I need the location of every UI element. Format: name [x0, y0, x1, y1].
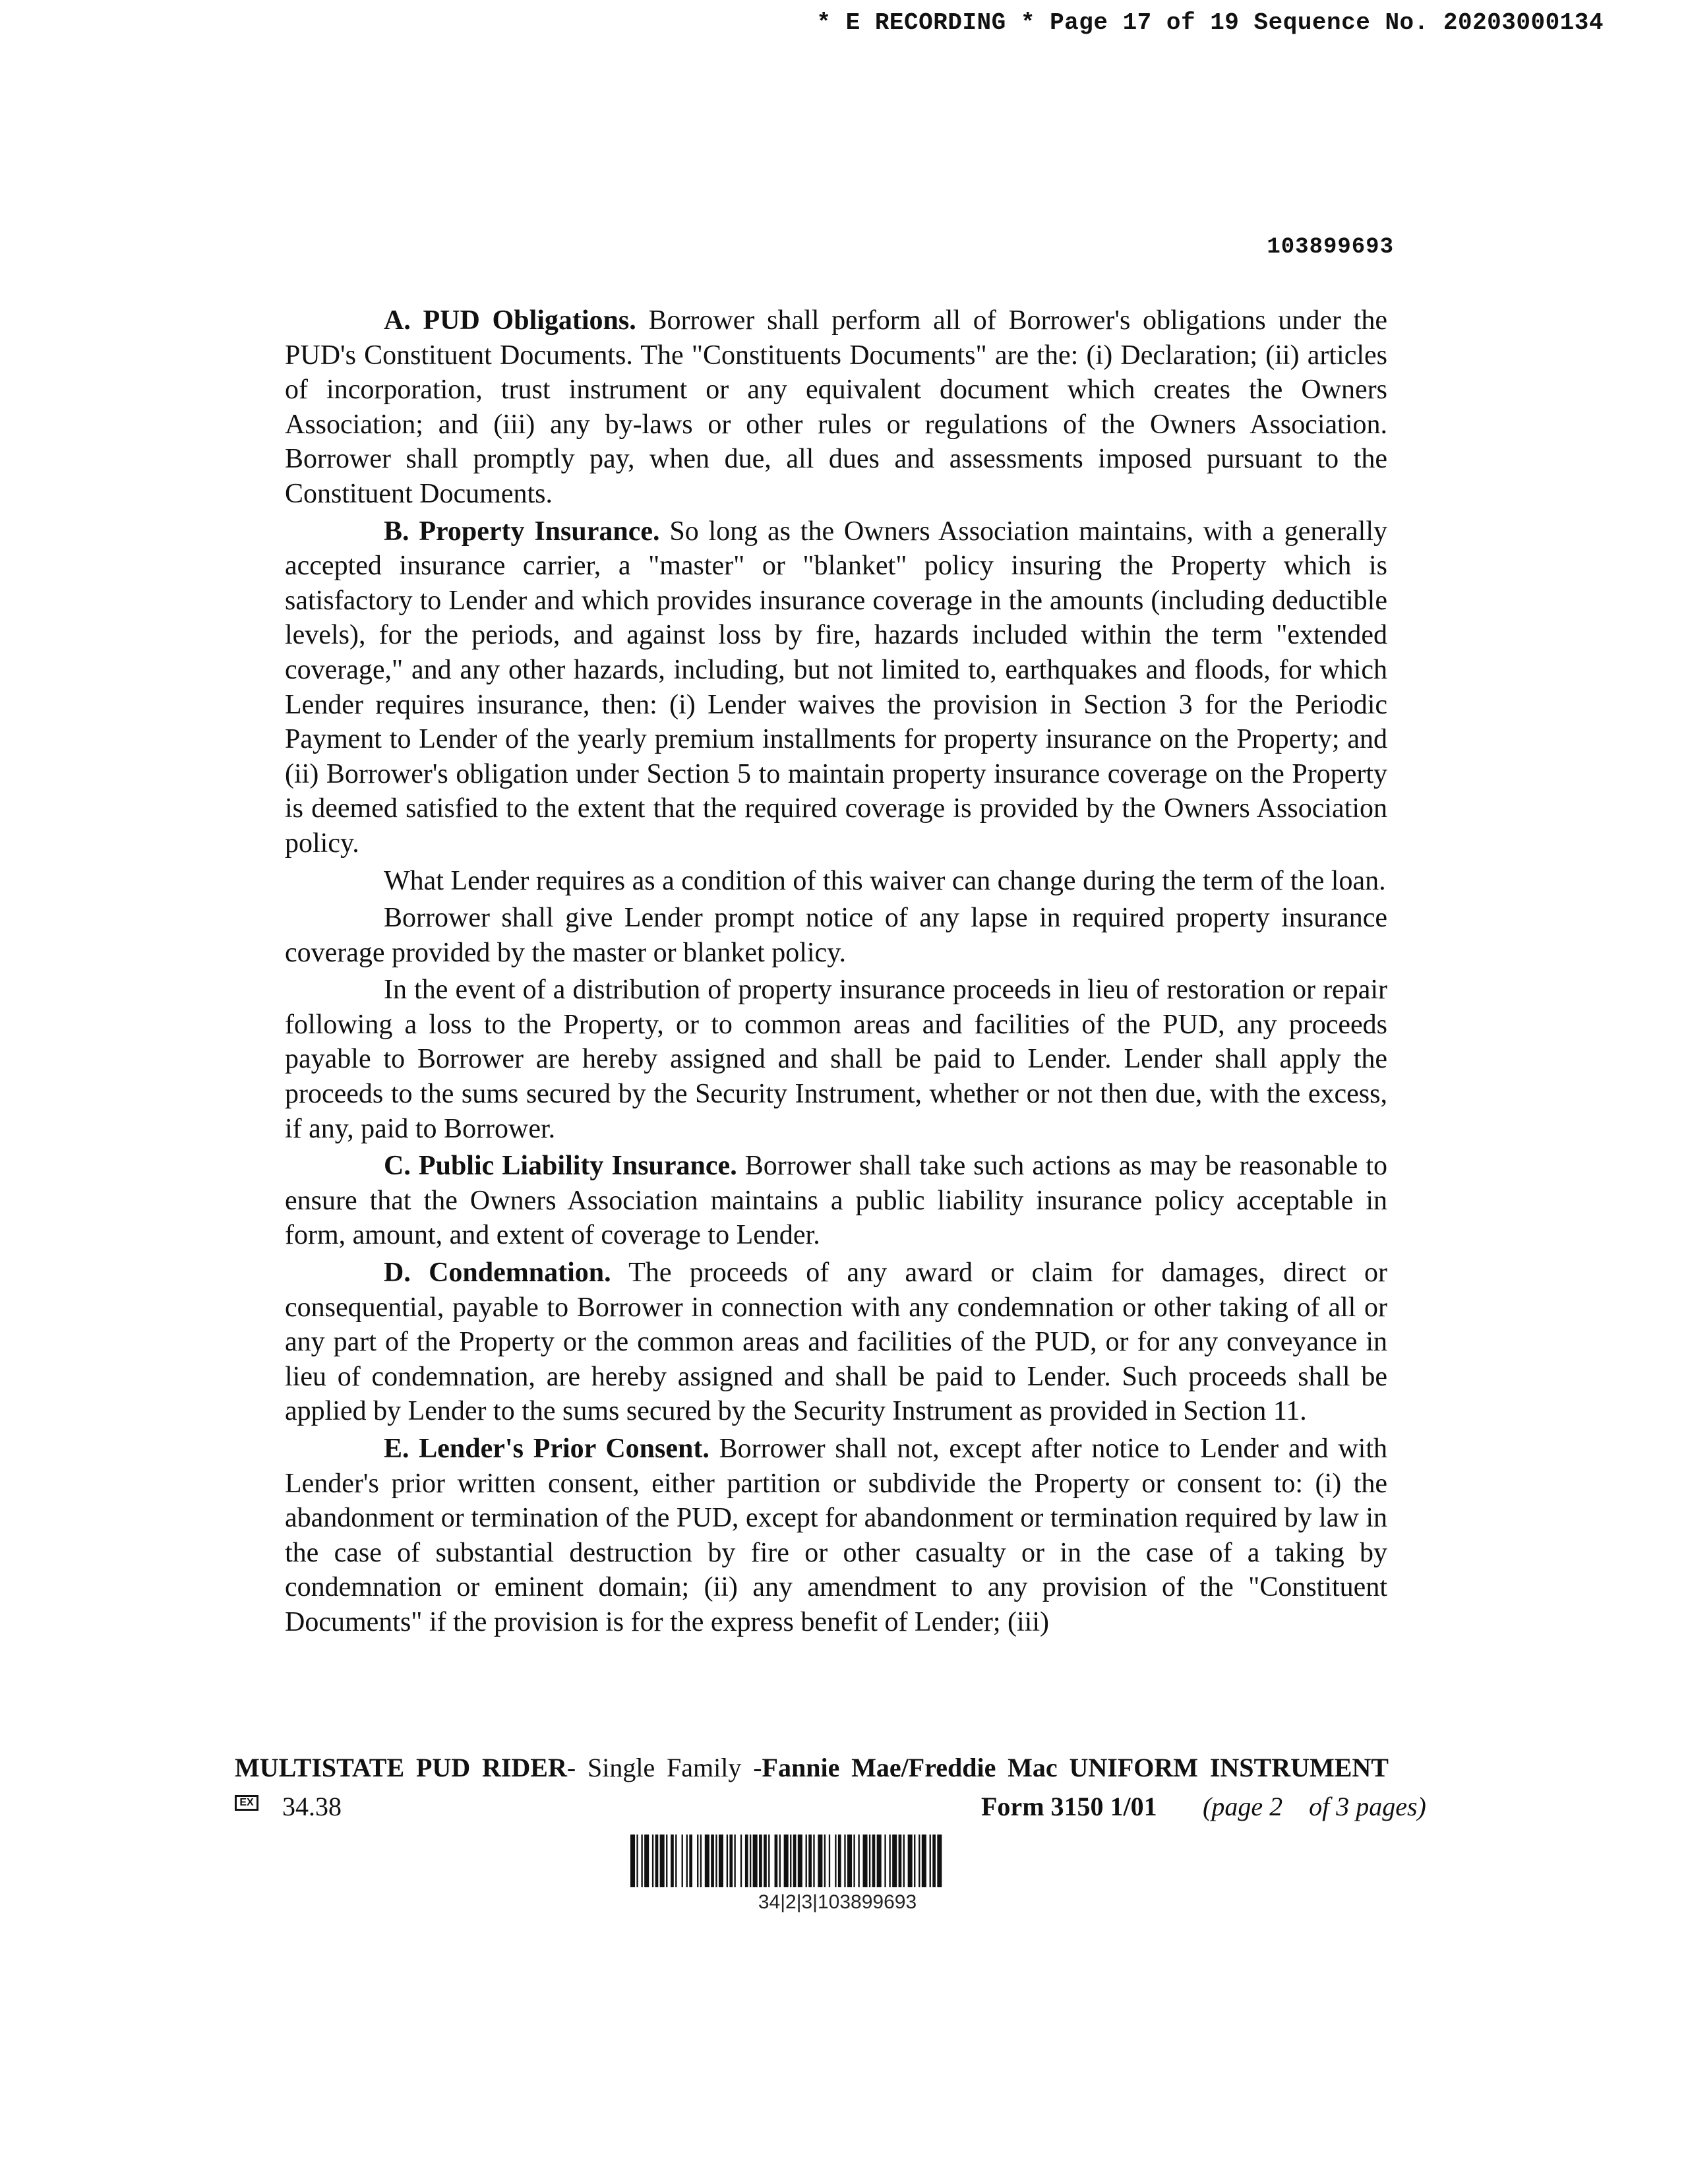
footer-title-rider: MULTISTATE PUD RIDER [235, 1753, 567, 1782]
barcode-bar [630, 1835, 635, 1887]
page-indicator [1203, 1791, 1426, 1822]
barcode-bar [636, 1835, 638, 1887]
barcode-bar [858, 1835, 859, 1887]
section-public-liability-insurance [285, 1149, 1387, 1253]
barcode-bar [863, 1835, 868, 1887]
section-text: Borrower shall perform all of Borrower's obligations under the PUD's Constituent Documents. The "Constituents Documents" are the: (i) Declaration; (ii) articles of incorporation, trust instrument or any equivalent document which creates the Owners Association; and (iii) any by-laws or other rules or regulations of the Owners Association. Borrower shall promptly pay, when due, all dues and assessments imposed pursuant to the Constituent Documents. [285, 305, 1387, 509]
footer-title-instrument: Fannie Mae/Freddie Mac UNIFORM INSTRUMENT [762, 1753, 1389, 1782]
barcode-bar [675, 1835, 677, 1887]
barcode-bar [655, 1835, 659, 1887]
barcode-bar [869, 1835, 870, 1887]
barcode-bar [813, 1835, 814, 1887]
barcode-caption: 34|2|3|103899693 [758, 1891, 917, 1913]
barcode-bar [922, 1835, 926, 1887]
barcode-bar [719, 1835, 723, 1887]
page-total: of 3 pages) [1309, 1792, 1426, 1821]
section-text: Borrower shall take such actions as may be reasonable to ensure that the Owners Association maintains a public liability insurance policy acceptable in form, amount, and extent of coverage to Lender. [285, 1151, 1388, 1251]
barcode-bar [847, 1835, 852, 1887]
section-text: In the event of a distribution of property insurance proceeds in lieu of restoration or repair following a loss to the Property, or to common areas and facilities of the PUD, any proceeds payable to Borrower are hereby assigned and shall be paid to Lender. Lender shall apply the proceeds to the sums secured by the Security Instrument, whether or not then due, with the excess, if any, paid to Borrower. [285, 975, 1387, 1144]
recording-header: * E RECORDING * Page 17 of 19 Sequence No. 20203000134 [816, 9, 1604, 36]
barcode-bar [768, 1835, 769, 1887]
barcode-bar [775, 1835, 778, 1887]
barcode-bar [914, 1835, 915, 1887]
section-heading: E. Lender's Prior Consent. [384, 1434, 709, 1464]
section-text: Borrower shall give Lender prompt notice of any lapse in required property insurance coverage provided by the master or blanket policy. [285, 903, 1387, 968]
barcode-bar [899, 1835, 902, 1887]
barcode-bar [884, 1835, 886, 1887]
barcode-bar [686, 1835, 688, 1887]
document-body [285, 303, 1387, 1643]
barcode-bar [798, 1835, 802, 1887]
barcode-bar [697, 1835, 698, 1887]
barcode-bar [759, 1835, 762, 1887]
section-property-insurance [285, 514, 1387, 861]
section-text: So long as the Owners Association maintains, with a generally accepted insurance carrier, a "master" or "blanket" policy insuring the Property which is satisfactory to Lender and which provides insurance coverage in the amounts (including deductible levels), for the periods, and against loss by fire, hazards included within the term "extended coverage," and any other hazards, including, but not limited to, earthquakes and floods, for which Lender requires insurance, then: (i) Lender waives the provision in Section 3 for the Periodic Payment to Lender of the yearly premium installments for property insurance on the Property; and (ii) Borrower's obligation under Section 5 to maintain property insurance coverage on the Property is deemed satisfied to the extent that the required coverage is provided by the Owners Association policy. [285, 516, 1387, 859]
barcode-bar [908, 1835, 913, 1887]
paragraph-lapse-notice [285, 901, 1387, 970]
barcode-bar [844, 1835, 845, 1887]
barcode-bar [682, 1835, 683, 1887]
barcode-bar [877, 1835, 882, 1887]
barcode-bar [818, 1835, 822, 1887]
barcode-bar [740, 1835, 742, 1887]
footer-form-info [235, 1791, 1436, 1825]
section-text: What Lender requires as a condition of this waiver can change during the term of the loan. [384, 865, 1386, 896]
barcode-bar [644, 1835, 649, 1887]
barcode-bar [705, 1835, 709, 1887]
barcode-bar [824, 1835, 826, 1887]
barcode-bar [838, 1835, 841, 1887]
loan-number: 103899693 [1267, 235, 1394, 260]
section-heading: D. Condemnation. [384, 1258, 611, 1289]
barcode-bar [779, 1835, 781, 1887]
section-lenders-prior-consent [285, 1432, 1387, 1640]
barcode-bar [808, 1835, 812, 1887]
barcode-bars [630, 1835, 1044, 1887]
section-condemnation [285, 1256, 1387, 1429]
barcode-bar [829, 1835, 830, 1887]
barcode-bar [666, 1835, 667, 1887]
barcode-bar [729, 1835, 733, 1887]
section-heading: A. PUD Obligations. [384, 305, 636, 336]
barcode-bar [835, 1835, 836, 1887]
barcode-bar [784, 1835, 789, 1887]
barcode-bar [919, 1835, 920, 1887]
barcode-bar [853, 1835, 855, 1887]
barcode-bar [641, 1835, 642, 1887]
barcode-bar [872, 1835, 876, 1887]
barcode-bar [892, 1835, 897, 1887]
barcode-bar [660, 1835, 665, 1887]
barcode-bar [652, 1835, 653, 1887]
barcode-bar [753, 1835, 758, 1887]
paragraph-insurance-proceeds [285, 973, 1387, 1146]
section-pud-obligations [285, 303, 1387, 512]
barcode-bar [715, 1835, 717, 1887]
paragraph-waiver-conditions [285, 864, 1387, 899]
barcode-bar [930, 1835, 931, 1887]
barcode-bar [790, 1835, 791, 1887]
form-code: 34.38 [282, 1792, 342, 1821]
barcode-bar [727, 1835, 728, 1887]
barcode-bar [700, 1835, 702, 1887]
footer-form-title [235, 1752, 1389, 1783]
barcode-bar [806, 1835, 807, 1887]
section-heading: C. Public Liability Insurance. [384, 1151, 737, 1182]
barcode-bar [734, 1835, 735, 1887]
ex-logo-icon: EX [235, 1795, 258, 1811]
section-text: Borrower shall not, except after notice to Lender and with Lender's prior written consent, either partition or subdivide the Property or consent to: (i) the abandonment or termination of the PUD, except for abandonment or termination required by law in the case of substantial destruction by fire or other casualty or in the case of a taking by condemnation or eminent domain; (ii) any amendment to any provision of the "Constituent Documents" if the provision is for the express benefit of Lender; (iii) [285, 1434, 1387, 1637]
barcode-bar [903, 1835, 905, 1887]
section-text: The proceeds of any award or claim for damages, direct or consequential, payable to Borrower in connection with any condemnation or other taking of all or any part of the Property or the common areas and facilities of the PUD, or for any conveyance in lieu of condemnation, are hereby assigned and shall be paid to Lender. Such proceeds shall be applied by Lender to the sums secured by the Security Instrument as provided in Section 11. [285, 1258, 1387, 1427]
barcode [630, 1835, 1044, 1914]
section-heading: B. Property Insurance. [384, 516, 660, 547]
barcode-bar [711, 1835, 714, 1887]
barcode-bar [937, 1835, 942, 1887]
page-label: (page 2 [1203, 1792, 1283, 1821]
barcode-bar [671, 1835, 674, 1887]
footer-title-family: - Single Family - [566, 1753, 762, 1782]
barcode-bar [750, 1835, 751, 1887]
barcode-bar [764, 1835, 767, 1887]
barcode-bar [745, 1835, 748, 1887]
form-number: Form 3150 1/01 [981, 1792, 1157, 1821]
barcode-bar [889, 1835, 890, 1887]
barcode-bar [932, 1835, 936, 1887]
barcode-bar [689, 1835, 692, 1887]
barcode-bar [793, 1835, 797, 1887]
